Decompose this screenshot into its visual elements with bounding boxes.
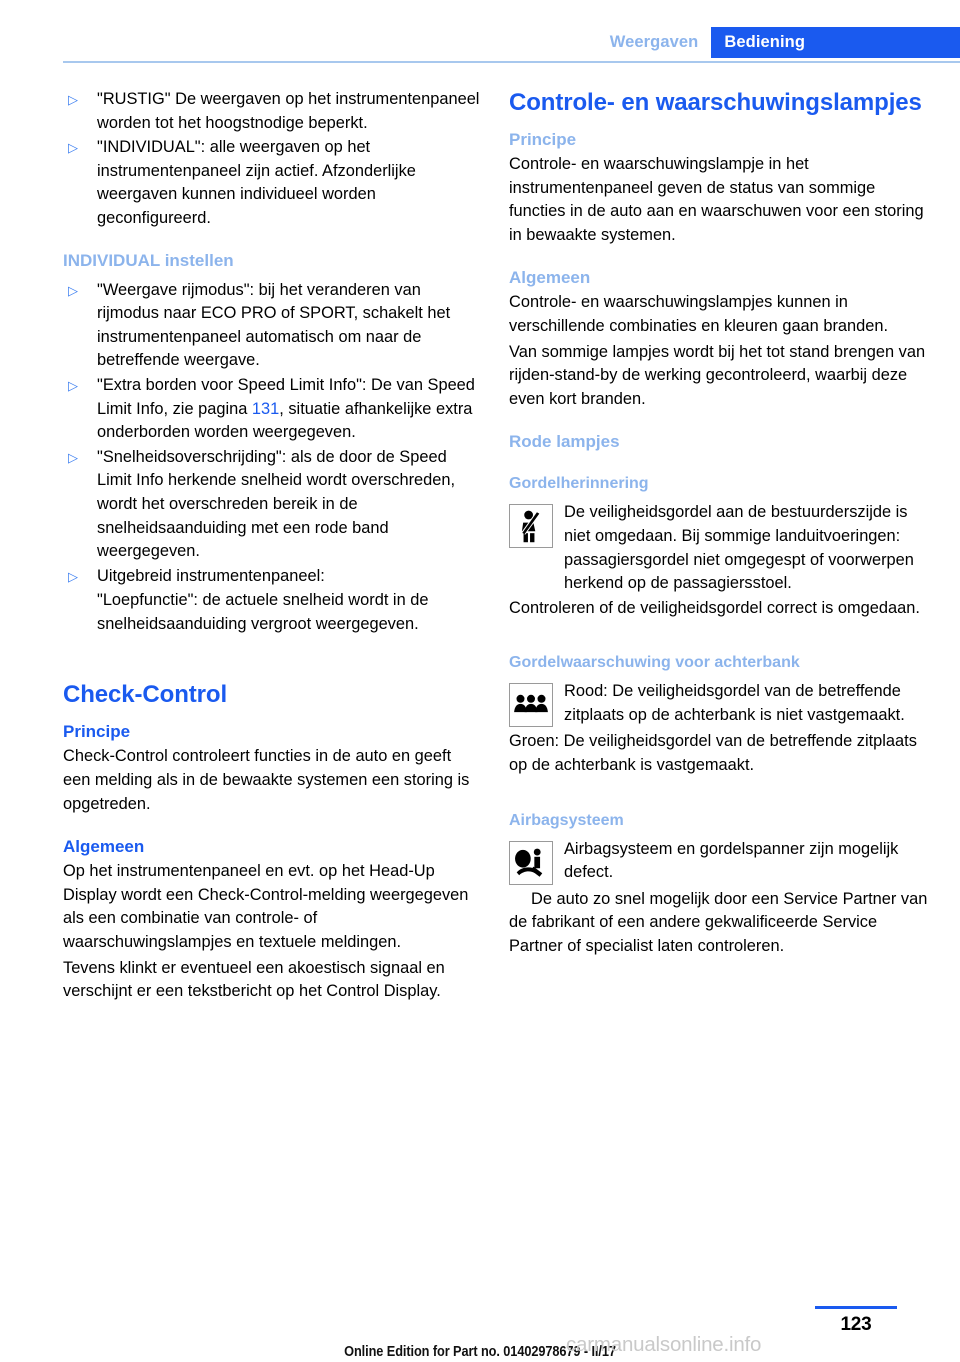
site-watermark: carmanualsonline.info xyxy=(566,1333,762,1356)
algemeen-paragraph-right: Van sommige lampjes wordt bij het tot stand brengen van rijden-stand-by de werking gecontroleerd, waarbij deze even kort branden. xyxy=(509,342,926,408)
gordelherinnering-follow-text: Controleren of de veiligheidsgordel correct is omgedaan. xyxy=(509,598,920,617)
spacer xyxy=(63,232,483,248)
spacer xyxy=(509,780,934,808)
spacer xyxy=(509,118,934,127)
airbag-warning-icon xyxy=(509,841,553,885)
list-item xyxy=(63,88,483,135)
spacer xyxy=(509,249,934,265)
principe-text-left: Check-Control controleert functies in de auto en geeft een melding als in de bewaakte systemen een storing is opgetreden. xyxy=(63,747,470,813)
individual-bullet-list xyxy=(63,279,483,589)
list-item-text: Uitgebreid instrumentenpaneel: xyxy=(97,566,325,585)
rear-seatbelt-icon xyxy=(509,683,553,727)
airbagsysteem-block xyxy=(509,838,934,887)
triangle-bullet-icon: ▷ xyxy=(68,449,78,465)
heading-algemeen-left: Algemeen xyxy=(63,837,145,857)
triangle-bullet-icon: ▷ xyxy=(68,140,78,156)
gordelwaarschuwing-icon-text: Rood: De veiligheidsgordel van de betreffende zitplaats op de achterbank is niet vastgemaakt. xyxy=(564,682,905,724)
edition-notice: Online Edition for Part no. 01402978679 - II/17 xyxy=(344,1344,616,1360)
list-item-text: "Snelheidsoverschrijding": als de door de Speed Limit Info herkende snelheid wordt overschreden, wordt het overschreden bereik in de snelheidsaanduiding met een rode band weergegeven. xyxy=(97,447,456,561)
list-item-text-before: "Extra borden voor Speed Limit Info": De van Speed Limit Info, zie pagina xyxy=(97,375,475,418)
spacer xyxy=(63,818,483,834)
airbag-warning-glyph xyxy=(510,842,552,884)
gordelherinnering-block xyxy=(509,501,934,595)
right-column xyxy=(509,88,934,960)
principe-text-right: Controle- en waarschuwingslampje in het instrumentenpaneel geven de status van sommige functies in de auto aan en waarschuwen voor een storing in bewaakte systemen. xyxy=(509,155,924,244)
heading-individual-instellen: INDIVIDUAL instellen xyxy=(63,250,234,270)
spacer xyxy=(509,622,934,650)
spacer xyxy=(63,636,483,664)
list-item xyxy=(63,446,483,564)
header-tabs xyxy=(597,27,960,58)
header-divider xyxy=(63,61,960,63)
heading-principe-left: Principe xyxy=(63,722,131,742)
list-item xyxy=(63,279,483,373)
heading-rode-lampjes: Rode lampjes xyxy=(509,432,620,452)
algemeen-paragraph-right: Controle- en waarschuwingslampjes kunnen in verschillende combinaties en kleuren gaan branden. xyxy=(509,293,889,335)
seatbelt-reminder-glyph xyxy=(510,505,552,547)
list-item-text: "Weergave rijmodus": bij het veranderen van rijmodus naar ECO PRO of SPORT, schakelt het instrumentenpaneel automatisch om naar de betreffende weergave. xyxy=(97,280,451,370)
page-header xyxy=(0,0,960,62)
heading-gordelherinnering: Gordelherinnering xyxy=(509,475,649,493)
algemeen-paragraph: Op het instrumentenpaneel en evt. op het Head-Up Display wordt een Check-Control-melding weergegeven als een combinatie van controle- of waarschuwingslampjes en textuele meldingen. xyxy=(63,862,469,952)
spacer xyxy=(509,455,934,471)
spacer xyxy=(63,664,483,680)
footer-divider xyxy=(815,1306,897,1309)
triangle-bullet-icon: ▷ xyxy=(68,568,78,584)
loepfunctie-text: "Loepfunctie": de actuele snelheid wordt in de snelheidsaanduiding vergroot weergegeven. xyxy=(97,591,429,633)
triangle-bullet-icon: ▷ xyxy=(68,92,78,107)
heading-controle-waarschuwingslampjes: Controle- en waarschuwingslampjes xyxy=(509,89,922,116)
list-item xyxy=(63,565,483,589)
seatbelt-reminder-icon xyxy=(509,504,553,548)
algemeen-paragraph: Tevens klinkt er eventueel een akoestisch signaal en verschijnt er een tekstbericht op het Control Display. xyxy=(63,958,445,1001)
spacer xyxy=(63,710,483,719)
tab-bediening[interactable]: Bediening xyxy=(711,27,960,58)
gordelherinnering-icon-text: De veiligheidsgordel aan de bestuurderszijde is niet omgedaan. Bij sommige landuitvoeringen: passagiersgordel niet omgegespt of voorwerpen herkend op de passagiersstoel. xyxy=(564,503,914,593)
list-item-speed-limit xyxy=(63,374,483,445)
rear-seatbelt-glyph xyxy=(510,684,552,726)
top-bullet-list xyxy=(63,88,483,231)
heading-check-control: Check-Control xyxy=(63,681,228,709)
list-item-text: "INDIVIDUAL": alle weergaven op het instrumentenpaneel zijn actief. Afzonderlijke weergaven kunnen individueel worden geconfigureerd. xyxy=(97,138,416,227)
gordelwaarschuwing-block xyxy=(509,680,934,729)
airbagsysteem-icon-text: Airbagsysteem en gordelspanner zijn mogelijk defect. xyxy=(564,839,899,882)
page-footer xyxy=(0,1296,960,1362)
heading-airbagsysteem: Airbagsysteem xyxy=(509,811,624,829)
heading-gordelwaarschuwing-achterbank: Gordelwaarschuwing voor achterbank xyxy=(509,654,800,672)
list-item-text: "RUSTIG" De weergaven op het instrumentenpaneel worden tot het hoogstnodige beperkt. xyxy=(97,90,480,132)
page-number: 123 xyxy=(840,1314,872,1335)
triangle-bullet-icon: ▷ xyxy=(68,377,78,393)
heading-principe-right: Principe xyxy=(509,130,577,149)
list-item-text-after: , situatie afhankelijke extra onderborden worden weergegeven. xyxy=(97,399,473,442)
tab-weergaven[interactable]: Weergaven xyxy=(597,27,712,58)
list-item xyxy=(63,136,483,230)
left-column xyxy=(63,88,483,1006)
airbagsysteem-follow-text: De auto zo snel mogelijk door een Service Partner van de fabrikant of een andere gekwalificeerde Service Partner of specialist laten controleren. xyxy=(509,889,928,955)
heading-algemeen-right: Algemeen xyxy=(509,268,591,288)
gordelwaarschuwing-follow-text: Groen: De veiligheidsgordel van de betreffende zitplaats op de achterbank is vastgemaakt. xyxy=(509,732,917,774)
page-reference-link[interactable]: 131 xyxy=(251,399,280,418)
triangle-bullet-icon: ▷ xyxy=(68,282,78,298)
spacer xyxy=(509,413,934,429)
